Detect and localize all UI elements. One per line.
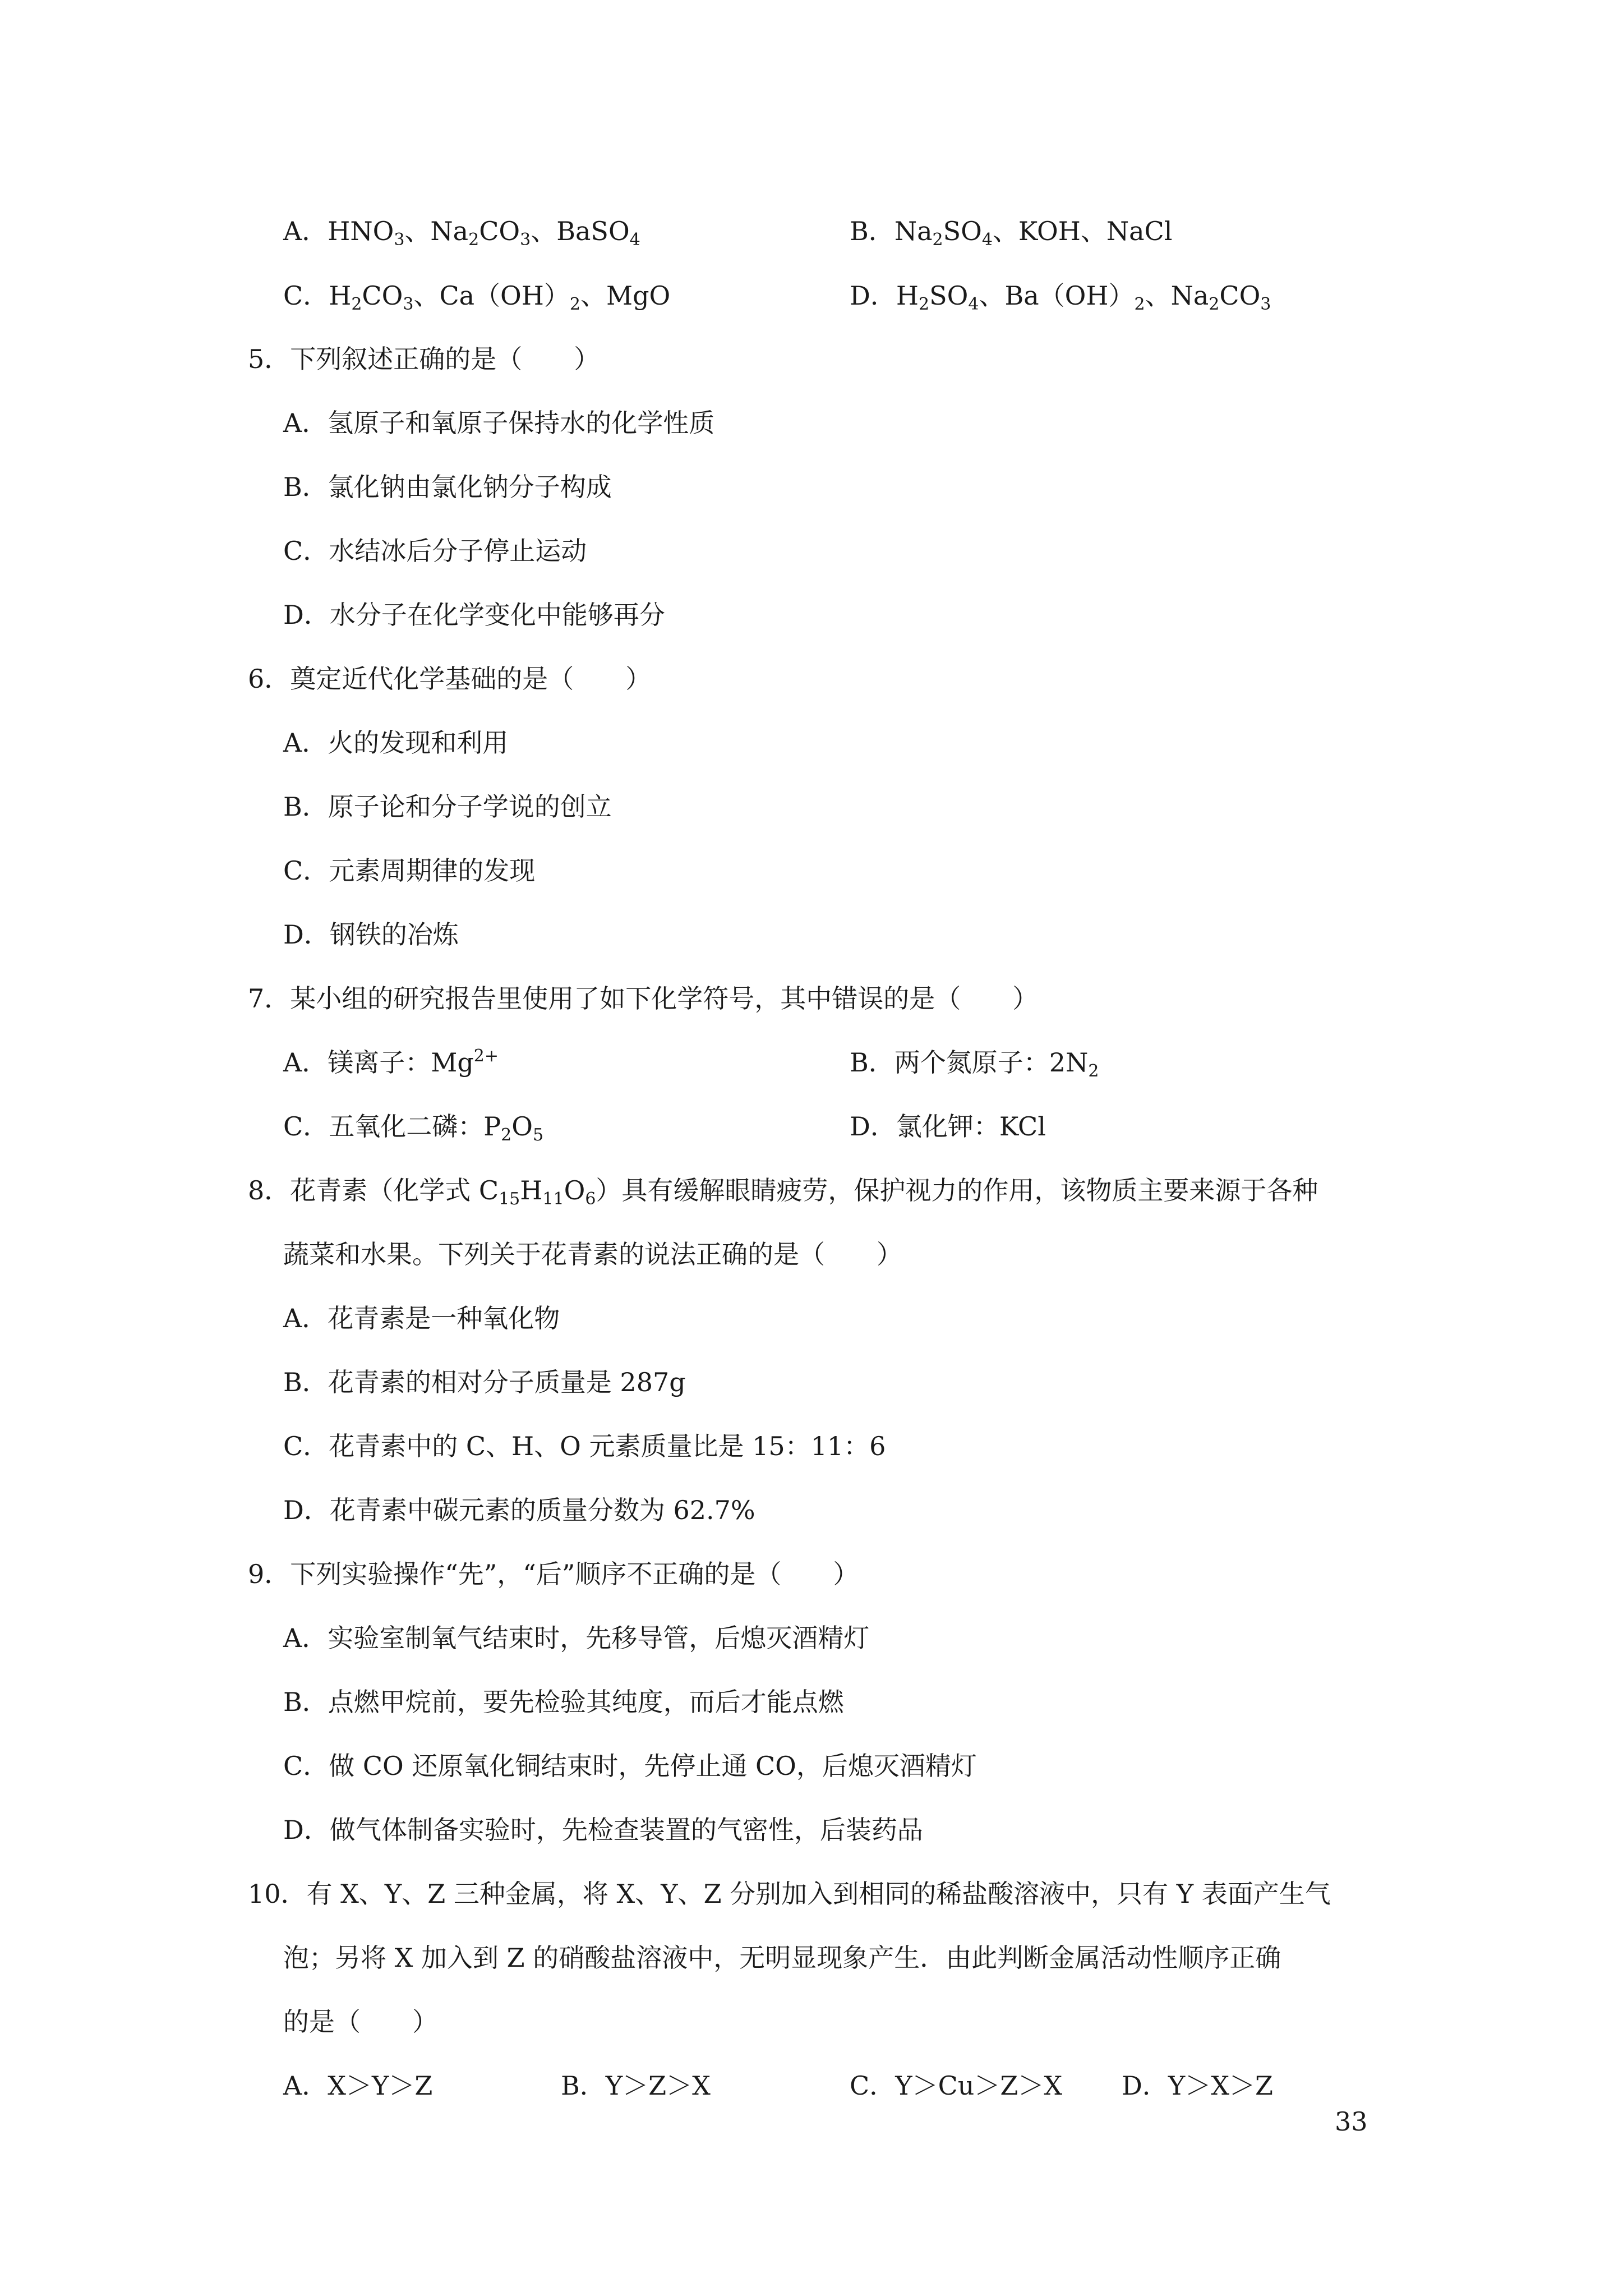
q4-option-b: B．$Na_2SO_4$、KOH、NaCl: [850, 216, 1173, 250]
q5-option-c: C．水结冰后分子停止运动: [283, 536, 587, 566]
q8-stem-line1: 8．花青素（化学式 $C_{15}H_{11}O_6$）具有缓解眼睛疲劳，保护视力的作用，该物质主要来源于各种: [248, 1175, 1318, 1209]
q4-option-a: A．$HNO_3$、$Na_2CO_3$、BaSO$_4$: [283, 216, 640, 250]
q8-option-a: A．花青素是一种氧化物: [283, 1303, 560, 1333]
q10-option-b: B．Y＞Z＞X: [561, 2070, 711, 2101]
q5-option-a: A．氢原子和氧原子保持水的化学性质: [283, 408, 715, 438]
q4-option-d: D．$H_2SO_4$、$Ba(OH)_2$、$Na_2CO_3$: [850, 280, 1271, 314]
q7-option-a: A．镁离子：$Mg^{2+}$: [283, 1046, 499, 1078]
q5-option-b: B．氯化钠由氯化钠分子构成: [283, 472, 612, 502]
q6-stem: 6．奠定近代化学基础的是（ ）: [248, 664, 652, 694]
q8-option-d: D．花青素中碳元素的质量分数为 62.7%: [283, 1495, 755, 1525]
q4-option-c: C．$H_2CO_3$、$Ca(OH)_2$、MgO: [283, 280, 671, 314]
q6-option-c: C．元素周期律的发现: [283, 855, 536, 886]
q10-stem-line2: 泡；另将 X 加入到 Z 的硝酸盐溶液中，无明显现象产生．由此判断金属活动性顺序正确: [283, 1943, 1281, 1973]
q9-option-b: B．点燃甲烷前，要先检验其纯度，而后才能点燃: [283, 1687, 844, 1717]
q5-stem: 5．下列叙述正确的是（ ）: [248, 344, 600, 374]
q9-stem: 9．下列实验操作“先”，“后”顺序不正确的是（ ）: [248, 1559, 859, 1589]
q10-stem-line3: 的是（ ）: [283, 2007, 438, 2037]
q9-option-d: D．做气体制备实验时，先检查装置的气密性，后装药品: [283, 1815, 923, 1845]
q7-option-c: C．五氧化二磷：$P_2O_5$: [283, 1111, 544, 1145]
q8-stem-line2: 蔬菜和水果。下列关于花青素的说法正确的是（ ）: [283, 1239, 902, 1269]
q10-stem-line1: 10．有 X、Y、Z 三种金属，将 X、Y、Z 分别加入到相同的稀盐酸溶液中，只有 Y 表面产生气: [248, 1879, 1331, 1909]
q7-option-b: B．两个氮原子：$2N_2$: [850, 1047, 1099, 1081]
q9-option-a: A．实验室制氧气结束时，先移导管，后熄灭酒精灯: [283, 1623, 870, 1653]
q10-option-d: D．Y＞X＞Z: [1122, 2070, 1273, 2101]
q5-option-d: D．水分子在化学变化中能够再分: [283, 600, 665, 630]
q10-option-c: C．Y＞Cu＞Z＞X: [850, 2070, 1063, 2101]
q9-option-c: C．做 CO 还原氧化铜结束时，先停止通 CO，后熄灭酒精灯: [283, 1751, 977, 1781]
q6-option-d: D．钢铁的冶炼: [283, 919, 459, 950]
q7-option-d: D．氯化钾：KCl: [850, 1111, 1046, 1142]
q8-option-c: C．花青素中的 C、H、O 元素质量比是 15：11：6: [283, 1431, 886, 1461]
q7-stem: 7．某小组的研究报告里使用了如下化学符号，其中错误的是（ ）: [248, 983, 1039, 1014]
q6-option-a: A．火的发现和利用: [283, 728, 509, 758]
q6-option-b: B．原子论和分子学说的创立: [283, 792, 612, 822]
page-number: 33: [1335, 2106, 1368, 2137]
q10-option-a: A．X＞Y＞Z: [283, 2070, 433, 2101]
q8-option-b: B．花青素的相对分子质量是 287g: [283, 1367, 686, 1397]
